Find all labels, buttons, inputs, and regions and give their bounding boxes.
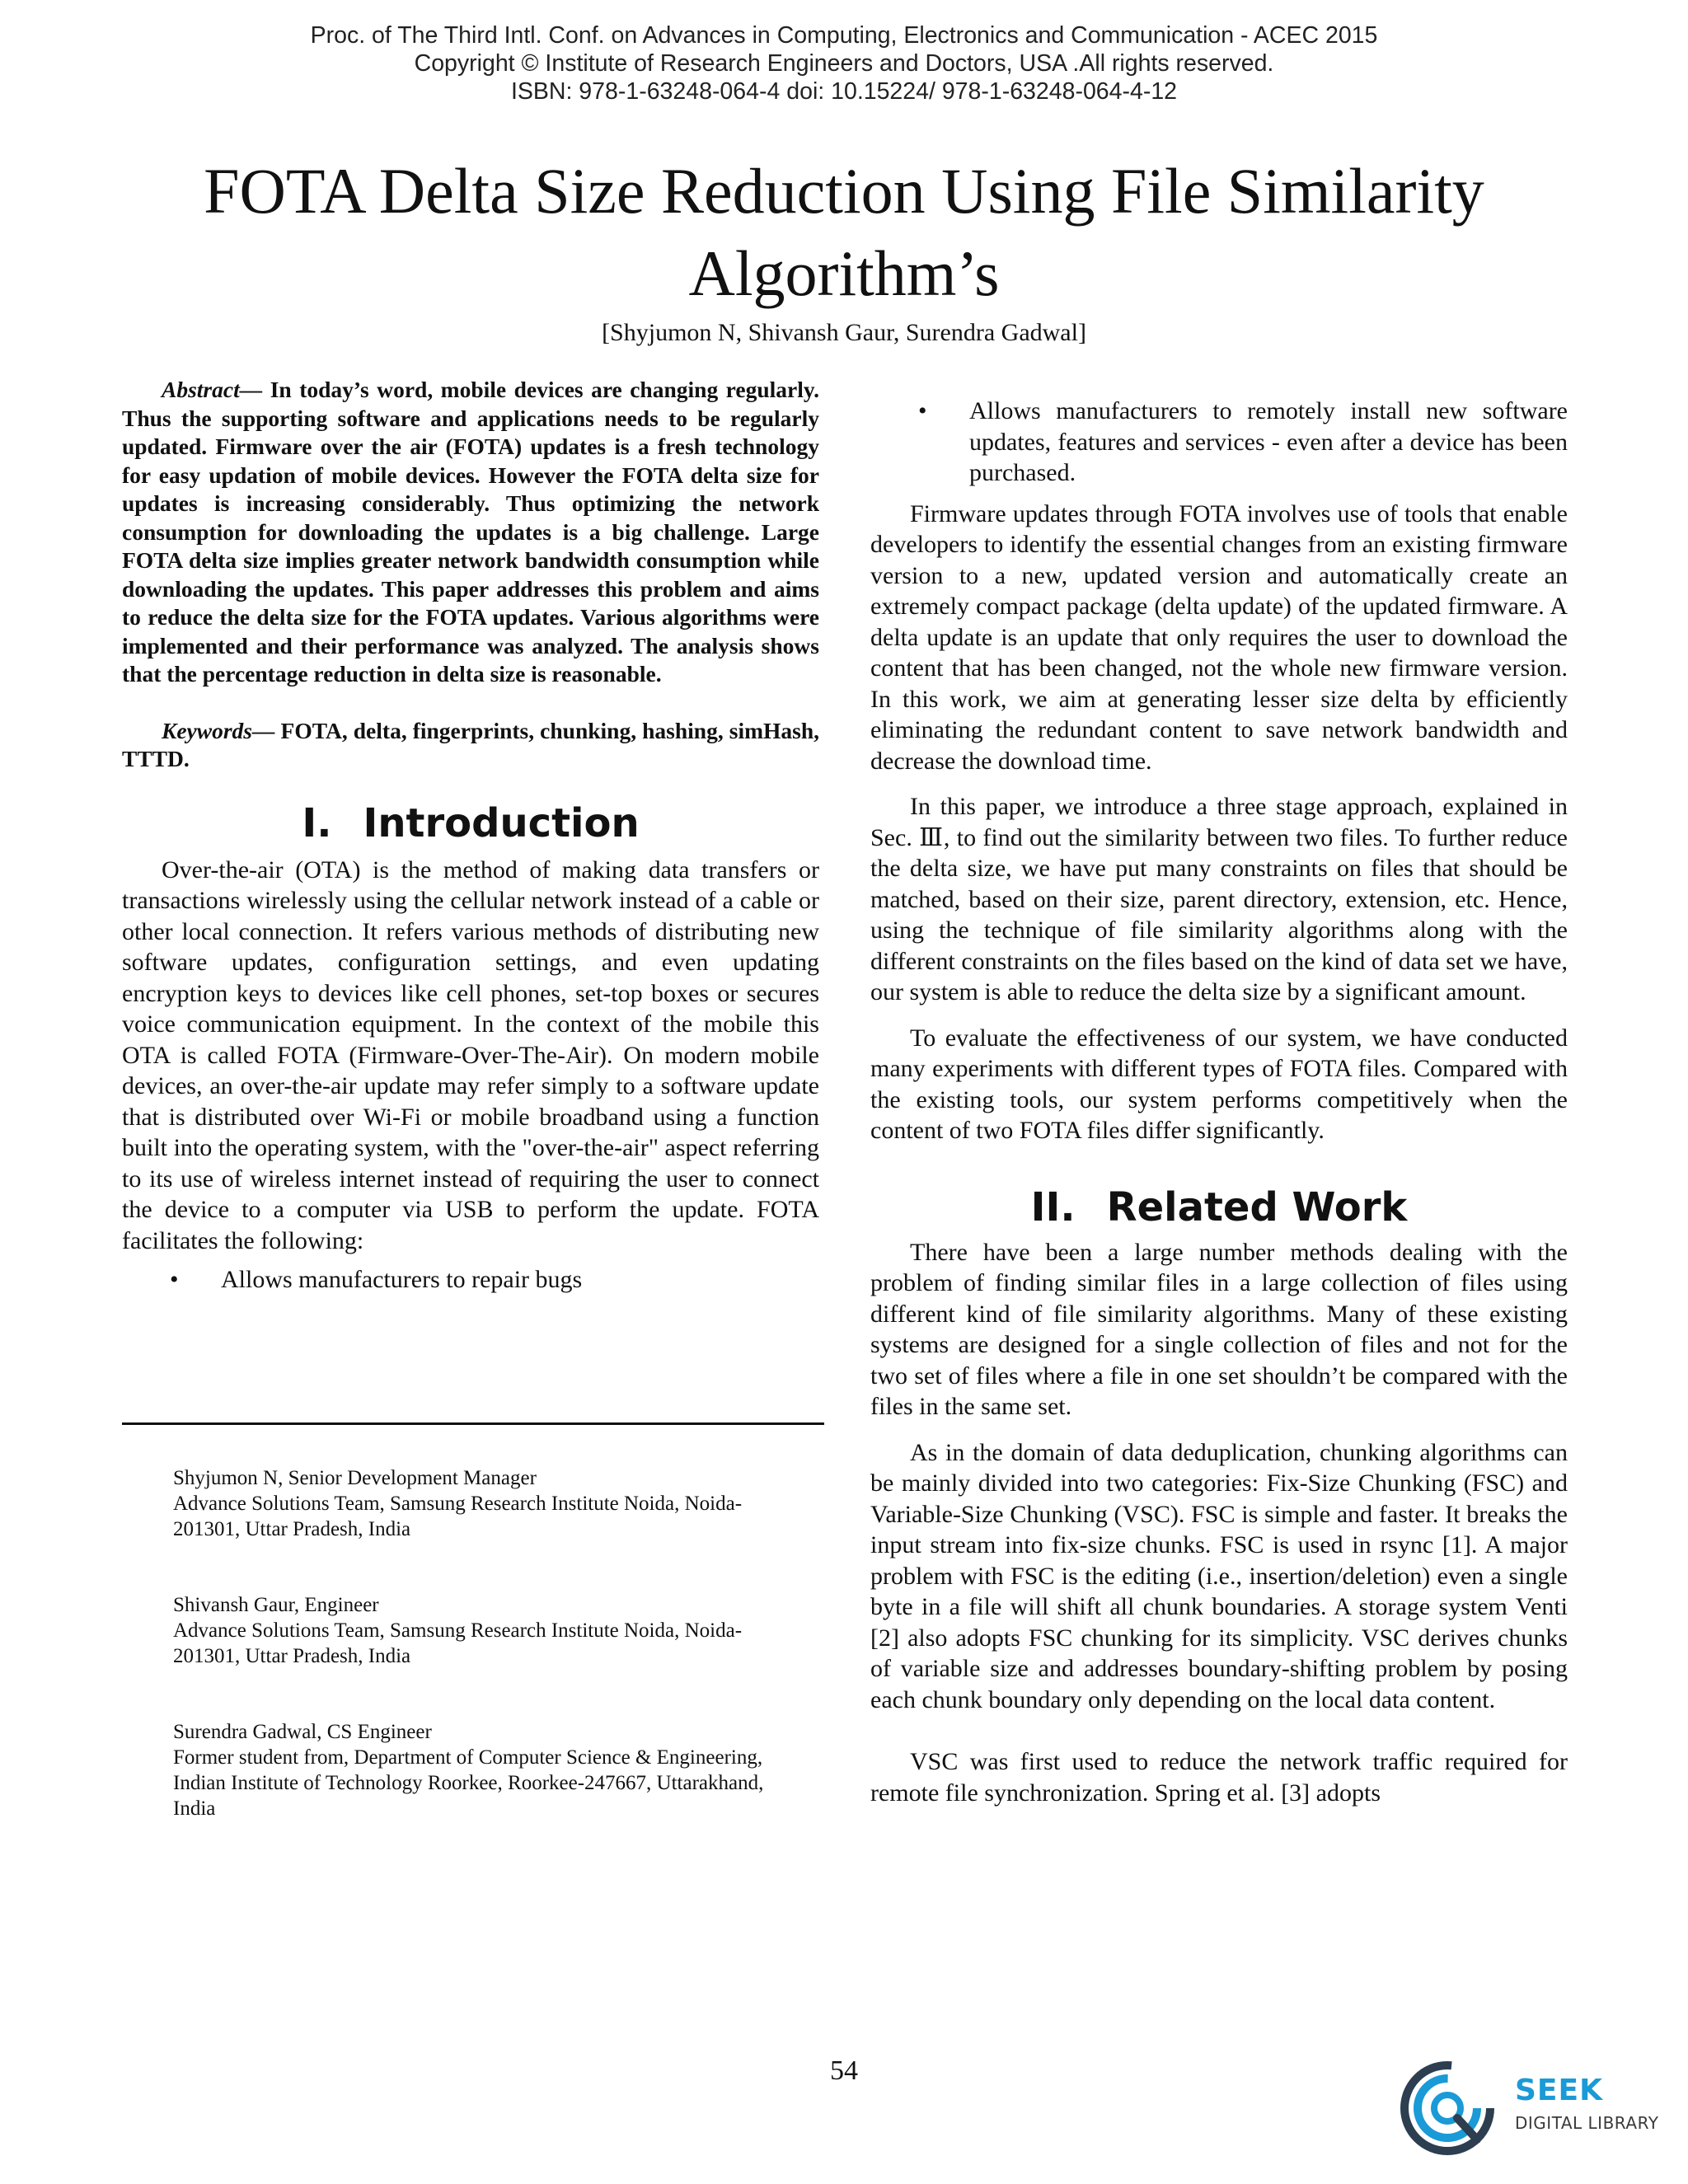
section-number: II. <box>1030 1183 1076 1230</box>
abstract-text: In today’s word, mobile devices are changing regularly. Thus the supporting software and applications needs to be regularly updated. Firmware over the air (FOTA) updates is a fresh technology for easy updation of mobile devices. However the FOTA delta size for updates is increasing considerably. Thus optimizing the network consumption for downloading the updates is a big challenge. Large FOTA delta size implies greater network bandwidth consumption while downloading the updates. This paper addresses this problem and aims to reduce the delta size for the FOTA updates. Various algorithms were implemented and their performance was analyzed. The analysis shows that the percentage reduction in delta size is reasonable. <box>122 377 819 687</box>
seek-digital-library-logo <box>1398 2059 1670 2158</box>
right-column <box>870 396 1568 1808</box>
intro-bullet-list <box>122 1264 819 1296</box>
header-line-3: ISBN: 978-1-63248-064-4 doi: 10.15224/ 978-1-63248-064-4-12 <box>510 78 1178 105</box>
keywords-label: Keywords— <box>162 717 275 743</box>
keywords <box>122 717 819 774</box>
keywords-text: FOTA, delta, fingerprints, chunking, hashing, simHash, TTTD. <box>122 717 819 771</box>
affiliation-org: Advance Solutions Team, Samsung Research Institute Noida, Noida-201301, Uttar Pradesh, India <box>173 1493 743 1540</box>
abstract <box>122 376 819 689</box>
bullet-text: Allows manufacturers to repair bugs <box>221 1266 583 1293</box>
intro-paragraph-2: Firmware updates through FOTA involves use of tools that enable developers to identify the essential changes from an existing firmware version to a new, updated version and automatically create an extremely compact package (delta update) of the updated firmware. A delta update is an update that only requires the user to download the content that has been changed, not the whole new firmware version. In this work, we aim at generating lesser size delta by efficiently eliminating the redundant content to save network bandwidth and decrease the download time. <box>870 499 1568 775</box>
intro-paragraph: Over-the-air (OTA) is the method of making data transfers or transactions wirelessly using the cellular network instead of a cable or other local connection. It refers various methods of distributing new software updates, configuration settings, and even updating encryption keys to devices like cell phones, set-top boxes or secures voice communication equipment. In the context of the mobile this OTA is called FOTA (Firmware-Over-The-Air). On modern mobile devices, an over-the-air update may refer simply to a software update that is distributed over Wi-Fi or mobile broadband using a function built into the operating system, with the "over-the-air" aspect referring to its use of wireless internet instead of requiring the user to connect the device to a computer via USB to perform the update. FOTA facilitates the following: <box>122 855 819 1254</box>
section-title: Related Work <box>1106 1183 1408 1230</box>
bullet-dot-icon: • <box>170 1266 179 1293</box>
author-list: [Shyjumon N, Shivansh Gaur, Surendra Gadwal] <box>602 319 1086 346</box>
related-paragraph-2: As in the domain of data deduplication, chunking algorithms can be mainly divided into two categories: Fix-Size Chunking (FSC) and Variable-Size Chunking (VSC). FSC is simple and faster. It breaks the input stream into fix-size chunks. FSC is used in rsync [1]. A major problem with FSC is the editing (i.e., insertion/deletion) even a single byte in a file will shift all chunk boundaries. A storage system Venti [2] also adopts FSC chunking for its simplicity. VSC derives chunks of variable size and addresses boundary-shifting problem by posing each chunk boundary only depending on the local data content. <box>870 1438 1568 1713</box>
bullet-text: Allows manufacturers to remotely install new software updates, features and services - even after a device has been purchased. <box>969 397 1568 486</box>
left-column <box>122 376 819 1296</box>
section-number: I. <box>302 799 332 846</box>
header-line-1: Proc. of The Third Intl. Conf. on Advances in Computing, Electronics and Communication - ACEC 2015 <box>310 22 1378 49</box>
section-heading-introduction <box>122 799 819 848</box>
bullet-item <box>122 1264 819 1296</box>
affiliation-name: Surendra Gadwal, CS Engineer <box>173 1721 432 1743</box>
affiliation-1 <box>173 1465 799 1542</box>
footnote-divider <box>122 1422 824 1425</box>
conference-header <box>0 21 1688 105</box>
abstract-label: Abstract— <box>162 377 263 402</box>
bullet-dot-icon: • <box>918 397 927 424</box>
intro-paragraph-4: To evaluate the effectiveness of our system, we have conducted many experiments with different types of FOTA files. Compared with the existing tools, our system performs competitively when the content of two FOTA files differ significantly. <box>870 1024 1568 1144</box>
related-paragraph-3: VSC was first used to reduce the network traffic required for remote file synchronization. Spring et al. [3] adopts <box>870 1748 1568 1807</box>
affiliation-org: Advance Solutions Team, Samsung Research Institute Noida, Noida-201301, Uttar Pradesh, India <box>173 1619 743 1667</box>
logo-text-seek: SEEK <box>1515 2074 1604 2107</box>
affiliation-3 <box>173 1719 799 1821</box>
logo-text-digital-library: DIGITAL LIBRARY <box>1515 2113 1659 2133</box>
affiliation-name: Shivansh Gaur, Engineer <box>173 1594 379 1616</box>
related-paragraph-1: There have been a large number methods dealing with the problem of finding similar files in a large collection of files using different kind of file similarity algorithms. Many of these existing systems are designed for a single collection of files and not for the two set of files where a file in one set shouldn’t be compared with the files in the same set. <box>870 1238 1568 1420</box>
intro-bullet-list-continued <box>870 396 1568 489</box>
paper-title: FOTA Delta Size Reduction Using File Similarity Algorithm’s <box>204 155 1484 309</box>
affiliation-name: Shyjumon N, Senior Development Manager <box>173 1467 537 1489</box>
seek-logo-icon <box>1398 2059 1497 2158</box>
page-number: 54 <box>830 2055 858 2086</box>
affiliation-org: Former student from, Department of Computer Science & Engineering, Indian Institute of Technology Roorkee, Roorkee-247667, Uttarakhand, India <box>173 1746 764 1820</box>
section-heading-related-work <box>870 1183 1568 1232</box>
header-line-2: Copyright © Institute of Research Engineers and Doctors, USA .All rights reserved. <box>414 50 1274 77</box>
affiliation-2 <box>173 1592 799 1669</box>
bullet-item <box>870 396 1568 489</box>
section-title: Introduction <box>363 799 640 846</box>
intro-paragraph-3: In this paper, we introduce a three stage approach, explained in Sec. Ⅲ, to find out the similarity between two files. To further reduce the delta size, we have put many constraints on files that should be matched, based on their size, parent directory, extension, etc. Hence, using the technique of file similarity algorithms along with the different constraints on the files based on the kind of data set we have, our system is able to reduce the delta size by a significant amount. <box>870 793 1568 1005</box>
